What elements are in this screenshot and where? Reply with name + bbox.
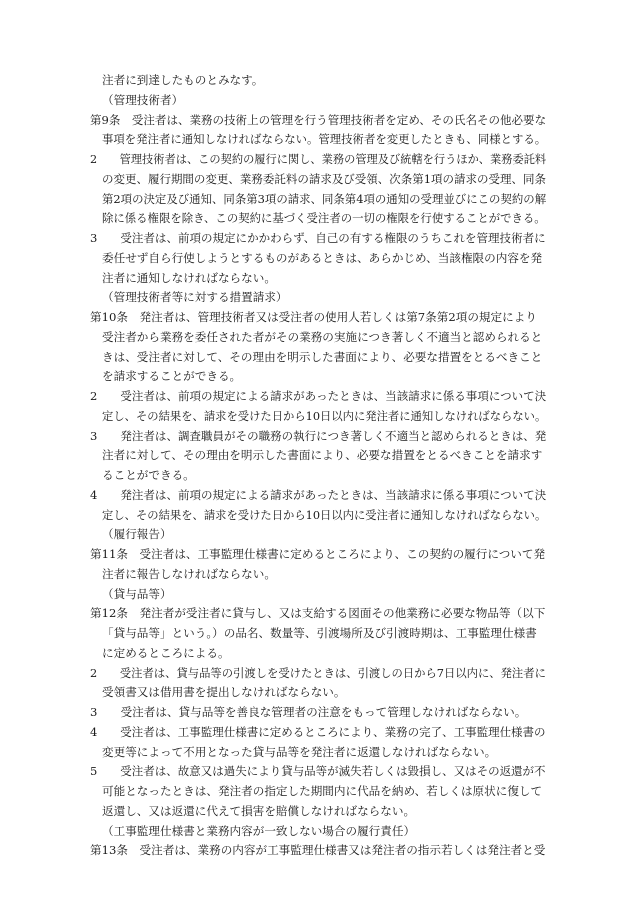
paragraph-first-line: 4 発注者は、前項の規定による請求があったときは、当該請求に係る事項について決 [90, 487, 547, 502]
continuation-line: 返還し、又は返還に代えて損害を賠償しなければならない。 [102, 803, 416, 818]
continuation-line: 注者に通知しなければならない。 [102, 270, 276, 285]
continuation-line: 除に係る権限を除き、この契約に基づく受注者の一切の権限を行使することができる。 [102, 211, 546, 226]
continuation-line: を請求することができる。 [102, 369, 242, 384]
article-first-line: 第13条 受注者は、業務の内容が工事監理仕様書又は発注者の指示若しくは発注者と受 [90, 843, 546, 858]
continuation-line: 注者に到達したものとみなす。 [102, 73, 264, 87]
paragraph-first-line: 2 管理技術者は、この契約の履行に関し、業務の管理及び統轄を行うほか、業務委託料 [90, 152, 547, 166]
continuation-line: 定し、その結果を、請求を受けた日から10日以内に発注者に通知しなければならない。 [102, 408, 547, 423]
paragraph-first-line: 2 受注者は、前項の規定による請求があったときは、当該請求に係る事項について決 [90, 389, 547, 403]
continuation-line: 委任せず自ら行使しようとするものがあるときは、あらかじめ、当該権限の内容を発 [102, 250, 543, 265]
continuation-line: 事項を発注者に通知しなければならない。管理技術者を変更したときも、同様とする。 [102, 132, 547, 147]
continuation-line: ることができる。 [102, 468, 195, 482]
article-heading: （履行報告） [102, 527, 172, 542]
article-heading: （貸与品等） [102, 586, 172, 601]
continuation-line: 変更等によって不用となった貸与品等を発注者に返還しなければならない。 [102, 744, 497, 759]
paragraph-first-line: 3 発注者は、調査職員がその職務の執行につき著しく不適当と認められるときは、発 [90, 428, 547, 443]
article-first-line: 第9条 受注者は、業務の技術上の管理を行う管理技術者を定め、その氏名その他必要な [90, 112, 547, 127]
article-first-line: 第10条 発注者は、管理技術者又は受注者の使用人若しくは第7条第2項の規定により [90, 310, 537, 324]
paragraph-first-line: 3 受注者は、前項の規定にかかわらず、自己の有する権限のうちこれを管理技術者に [90, 231, 546, 245]
continuation-line: に定めるところによる。 [102, 645, 230, 660]
continuation-line: きは、受注者に対して、その理由を明示した書面により、必要な措置をとるべきこと [102, 349, 543, 364]
article-first-line: 第11条 受注者は、工事監理仕様書に定めるところにより、この契約の履行について発 [90, 547, 546, 561]
continuation-line: 第2項の決定及び通知、同条第3項の請求、同条第4項の通知の受理並びにこの契約の解 [102, 191, 547, 206]
continuation-line: 受注者から業務を委任された者がその業務の実施につき著しく不適当と認められると [102, 329, 543, 344]
article-first-line: 第12条 発注者が受注者に貸与し、又は支給する図面その他業務に必要な物品等（以下 [90, 606, 546, 621]
continuation-line: 注者に対して、その理由を明示した書面により、必要な措置をとるべきことを請求す [102, 448, 543, 463]
continuation-line: 受領書又は借用書を提出しなければならない。 [102, 685, 346, 700]
article-heading: （管理技術者等に対する措置請求） [102, 290, 288, 305]
article-heading: （管理技術者） [102, 92, 184, 107]
continuation-line: 定し、その結果を、請求を受けた日から10日以内に受注者に通知しなければならない。 [102, 507, 547, 522]
continuation-line: 注者に報告しなければならない。 [102, 566, 276, 581]
paragraph-first-line: 5 受注者は、故意又は過失により貸与品等が滅失若しくは毀損し、又はその返還が不 [90, 764, 546, 779]
article-heading: （工事監理仕様書と業務内容が一致しない場合の履行責任） [102, 823, 416, 838]
paragraph-first-line: 3 受注者は、貸与品等を善良な管理者の注意をもって管理しなければならない。 [90, 705, 527, 719]
continuation-line: 可能となったときは、発注者の指定した期間内に代品を納め、若しくは原状に復して [102, 784, 543, 798]
paragraph-first-line: 2 受注者は、貸与品等の引渡しを受けたときは、引渡しの日から7日以内に、発注者に [90, 665, 546, 680]
continuation-line: の変更、履行期間の変更、業務委託料の請求及び受領、次条第1項の請求の受理、同条 [102, 171, 546, 186]
continuation-line: 「貸与品等」という。）の品名、数量等、引渡場所及び引渡時期は、工事監理仕様書 [102, 626, 537, 640]
paragraph-first-line: 4 受注者は、工事監理仕様書に定めるところにより、業務の完了、工事監理仕様書の [90, 724, 546, 739]
